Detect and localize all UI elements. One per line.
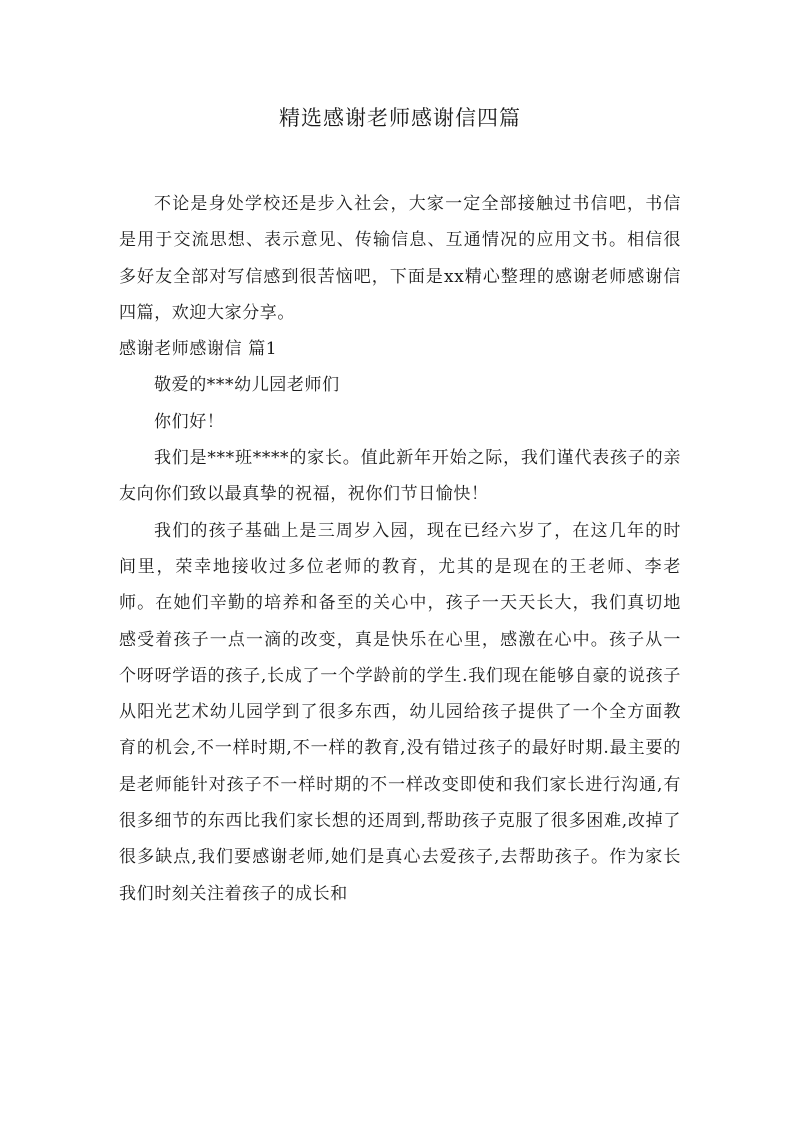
letter-greeting: 你们好！ bbox=[154, 411, 225, 432]
body-paragraph-1: 我们是***班****的家长。值此新年开始之际，我们谨代表孩子的亲友向你们致以最真挚的祝福，祝你们节日愉快！ bbox=[119, 448, 681, 505]
intro-paragraph: 不论是身处学校还是步入社会，大家一定全部接触过书信吧，书信是用于交流思想、表示意见、传输信息、互通情况的应用文书。相信很多好友全部对写信感到很苦恼吧，下面是xx精心整理的感谢老师感谢信四篇，欢迎大家分享。 bbox=[119, 194, 681, 323]
document-body bbox=[119, 186, 681, 912]
letter-salutation: 敬爱的***幼儿园老师们 bbox=[154, 375, 340, 396]
section-heading: 感谢老师感谢信 篇1 bbox=[119, 339, 278, 360]
body-paragraph-2: 我们的孩子基础上是三周岁入园，现在已经六岁了，在这几年的时间里，荣幸地接收过多位老师的教育，尤其的是现在的王老师、李老师。在她们辛勤的培养和备至的关心中，孩子一天天长大，我们真切地感受着孩子一点一滴的改变，真是快乐在心里，感激在心中。孩子从一个呀呀学语的孩子,长成了一个学龄前的学生.我们现在能够自豪的说孩子从阳光艺术幼儿园学到了很多东西，幼儿园给孩子提供了一个全方面教育的机会,不一样时期,不一样的教育,没有错过孩子的最好时期.最主要的是老师能针对孩子不一样时期的不一样改变即使和我们家长进行沟通,有很多细节的东西比我们家长想的还周到,帮助孩子克服了很多困难,改掉了很多缺点,我们要感谢老师,她们是真心去爱孩子,去帮助孩子。作为家长我们时刻关注着孩子的成长和 bbox=[119, 520, 681, 904]
document-title: 精选感谢老师感谢信四篇 bbox=[279, 106, 521, 130]
